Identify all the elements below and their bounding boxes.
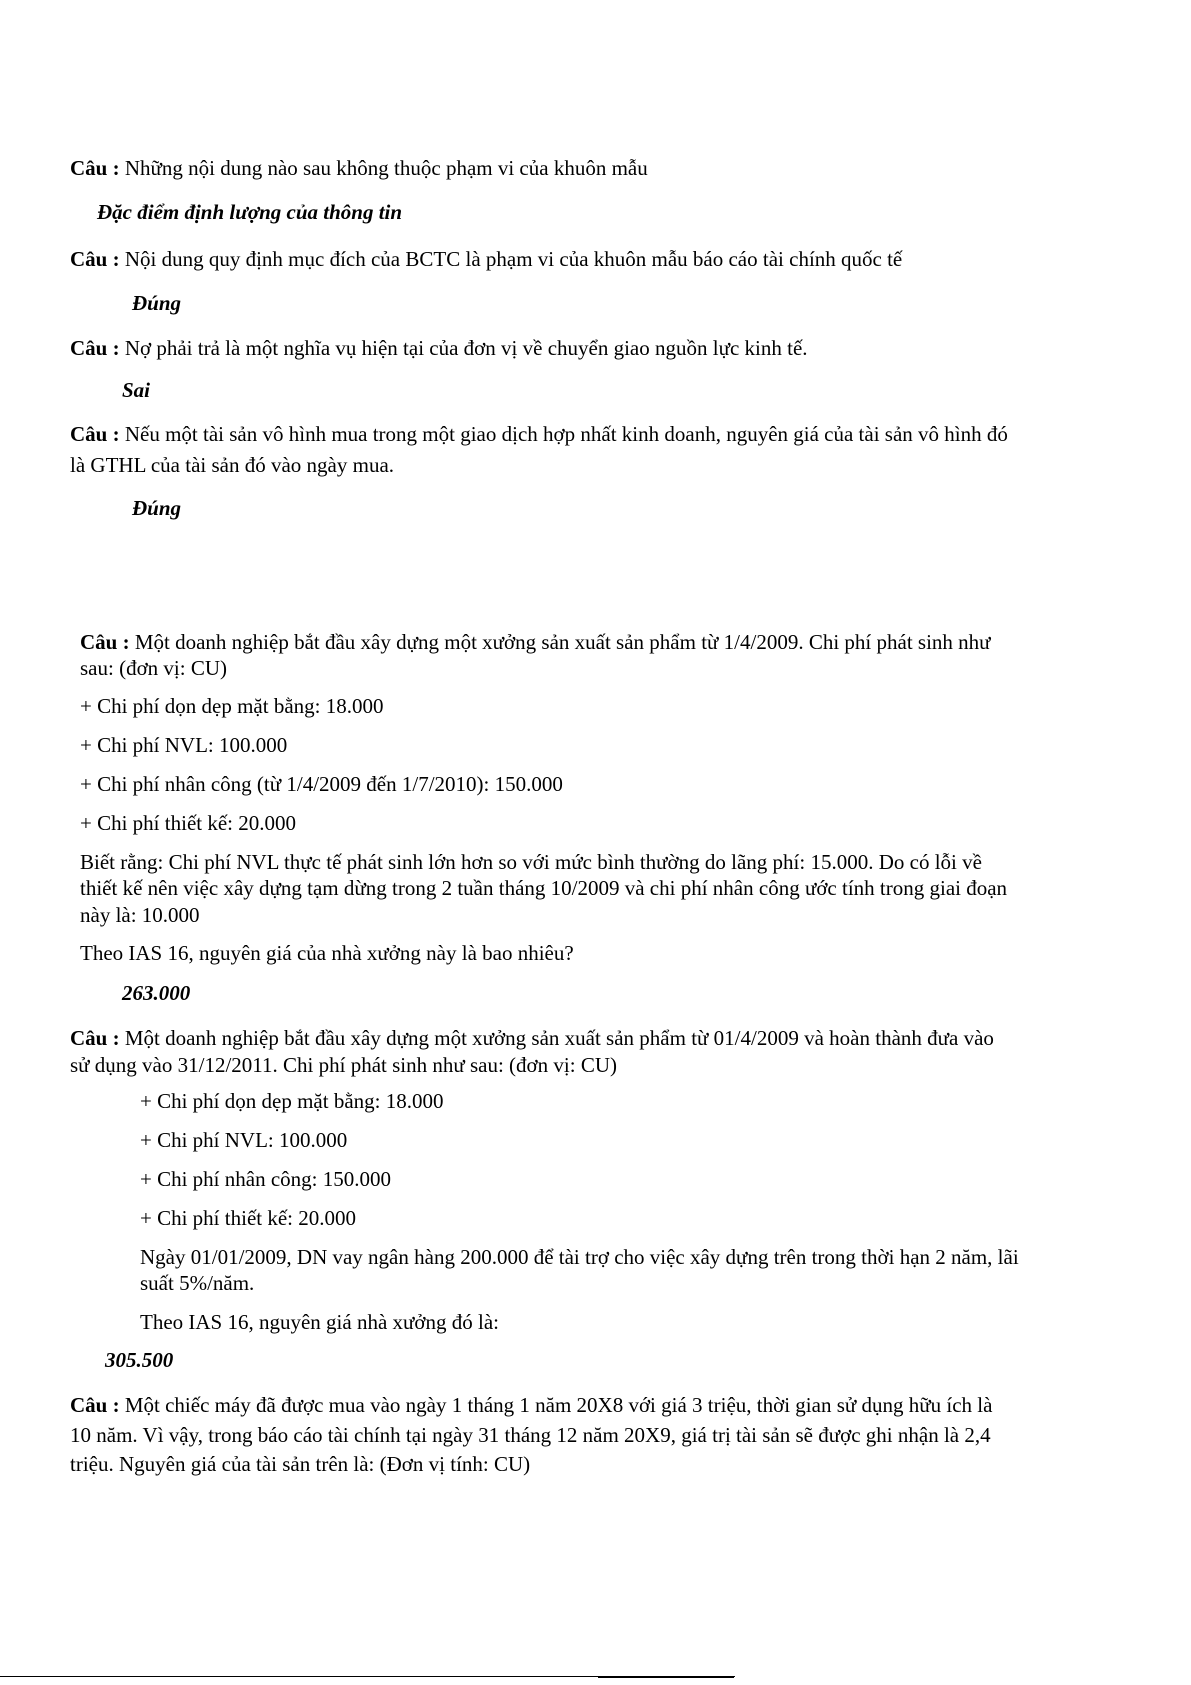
- question-4: [70, 421, 1008, 448]
- answer-3: Sai: [122, 378, 151, 402]
- question-label: Câu :: [70, 156, 120, 180]
- list-item: + Chi phí thiết kế: 20.000: [140, 1206, 356, 1230]
- question-text: Những nội dung nào sau không thuộc phạm vi của khuôn mẫu: [124, 156, 648, 180]
- footer-divider-short: [598, 1677, 734, 1678]
- list-item: + Chi phí NVL: 100.000: [80, 733, 288, 757]
- list-item: + Chi phí NVL: 100.000: [140, 1128, 348, 1152]
- question-label: Câu :: [70, 1393, 120, 1417]
- answer-2: Đúng: [132, 291, 182, 315]
- list-item: + Chi phí dọn dẹp mặt bằng: 18.000: [140, 1089, 444, 1113]
- question-text-line-1: Một doanh nghiệp bắt đầu xây dựng một xưởng sản xuất sản phẩm từ 01/4/2009 và hoàn thành đưa vào: [124, 1026, 994, 1050]
- answer-6: 305.500: [105, 1348, 174, 1372]
- question-2: [70, 246, 902, 273]
- question-6-note-line-1: Ngày 01/01/2009, DN vay ngân hàng 200.000 để tài trợ cho việc xây dựng trên trong thời hạn 2 năm, lãi: [140, 1245, 1019, 1269]
- question-5-note-line-1: Biết rằng: Chi phí NVL thực tế phát sinh lớn hơn so với mức bình thường do lãng phí: 15.000. Do có lỗi về: [80, 850, 982, 874]
- question-1: [70, 155, 648, 182]
- question-text-line-1: Một doanh nghiệp bắt đầu xây dựng một xưởng sản xuất sản phẩm từ 1/4/2009. Chi phí phát sinh như: [134, 630, 991, 654]
- question-4-line-2: là GTHL của tài sản đó vào ngày mua.: [70, 453, 395, 477]
- question-label: Câu :: [70, 1026, 120, 1050]
- question-5: [80, 629, 991, 656]
- answer-4: Đúng: [132, 496, 182, 520]
- question-label: Câu :: [70, 422, 120, 446]
- list-item: + Chi phí nhân công (từ 1/4/2009 đến 1/7/2010): 150.000: [80, 772, 563, 796]
- question-5-line-2: sau: (đơn vị: CU): [80, 656, 228, 680]
- question-5-ask: Theo IAS 16, nguyên giá của nhà xưởng này là bao nhiêu?: [80, 941, 574, 965]
- list-item: + Chi phí thiết kế: 20.000: [80, 811, 296, 835]
- question-text-line-1: Nếu một tài sản vô hình mua trong một giao dịch hợp nhất kinh doanh, nguyên giá của tài sản vô hình đó: [124, 422, 1008, 446]
- answer-5: 263.000: [122, 981, 191, 1005]
- question-5-note-line-3: này là: 10.000: [80, 903, 200, 927]
- question-7-line-3: triệu. Nguyên giá của tài sản trên là: (Đơn vị tính: CU): [70, 1452, 531, 1476]
- question-5-note-line-2: thiết kế nên việc xây dựng tạm dừng trong 2 tuần tháng 10/2009 và chi phí nhân công ước tính trong giai đoạn: [80, 876, 1008, 900]
- question-3: [70, 335, 808, 362]
- question-text: Nội dung quy định mục đích của BCTC là phạm vi của khuôn mẫu báo cáo tài chính quốc tế: [124, 247, 903, 271]
- question-text: Nợ phải trả là một nghĩa vụ hiện tại của đơn vị về chuyển giao nguồn lực kinh tế.: [124, 336, 808, 360]
- question-7-line-2: 10 năm. Vì vậy, trong báo cáo tài chính tại ngày 31 tháng 12 năm 20X9, giá trị tài sản sẽ được ghi nhận là 2,4: [70, 1423, 991, 1447]
- question-7: [70, 1392, 992, 1419]
- question-6-line-2: sử dụng vào 31/12/2011. Chi phí phát sinh như sau: (đơn vị: CU): [70, 1053, 617, 1077]
- question-text-line-1: Một chiếc máy đã được mua vào ngày 1 tháng 1 năm 20X8 với giá 3 triệu, thời gian sử dụng hữu ích là: [124, 1393, 993, 1417]
- question-6-ask: Theo IAS 16, nguyên giá nhà xưởng đó là:: [140, 1310, 500, 1334]
- question-6: [70, 1025, 994, 1052]
- question-6-note-line-2: suất 5%/năm.: [140, 1271, 255, 1295]
- question-label: Câu :: [70, 336, 120, 360]
- list-item: + Chi phí nhân công: 150.000: [140, 1167, 391, 1191]
- question-label: Câu :: [70, 247, 120, 271]
- question-label: Câu :: [80, 630, 130, 654]
- list-item: + Chi phí dọn dẹp mặt bằng: 18.000: [80, 694, 384, 718]
- answer-1: Đặc điểm định lượng của thông tin: [97, 200, 403, 224]
